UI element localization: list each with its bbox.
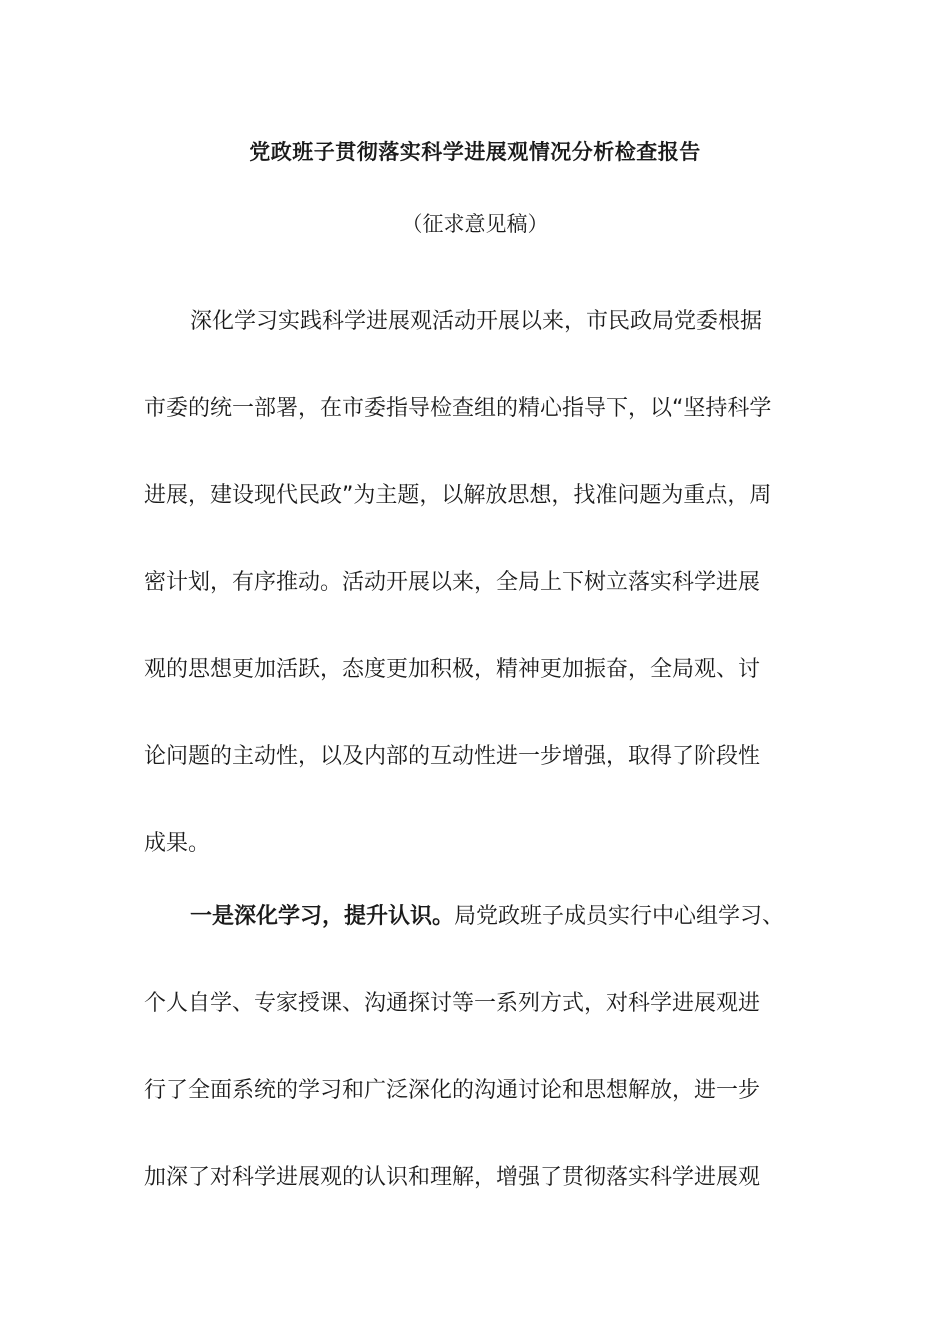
paragraph-line: 观的思想更加活跃，态度更加积极，精神更加振奋，全局观、讨 xyxy=(144,657,761,682)
paragraph-line: 成果。 xyxy=(144,831,211,856)
paragraph-line: 个人自学、专家授课、沟通探讨等一系列方式，对科学进展观进 xyxy=(144,991,761,1016)
paragraph-line: 加深了对科学进展观的认识和理解，增强了贯彻落实科学进展观 xyxy=(144,1165,761,1190)
section-text: 局党政班子成员实行中心组学习、 xyxy=(454,904,785,929)
paragraph-line: 深化学习实践科学进展观活动开展以来，市民政局党委根据 xyxy=(190,309,763,334)
paragraph-line: 进展，建设现代民政”为主题，以解放思想，找准问题为重点，周 xyxy=(144,483,772,508)
paragraph-line: 行了全面系统的学习和广泛深化的沟通讨论和思想解放，进一步 xyxy=(144,1078,761,1103)
document-title: 党政班子贯彻落实科学进展观情况分析检查报告 xyxy=(249,140,701,164)
paragraph-line: 论问题的主动性，以及内部的互动性进一步增强，取得了阶段性 xyxy=(144,744,761,769)
section-lead: 一是深化学习，提升认识。 xyxy=(190,904,455,929)
paragraph-line: 市委的统一部署，在市委指导检查组的精心指导下，以“坚持科学 xyxy=(144,396,772,421)
document-subtitle: （征求意见稿） xyxy=(401,212,549,236)
paragraph-line: 密计划，有序推动。活动开展以来，全局上下树立落实科学进展 xyxy=(144,570,761,595)
paragraph-line xyxy=(190,902,870,932)
